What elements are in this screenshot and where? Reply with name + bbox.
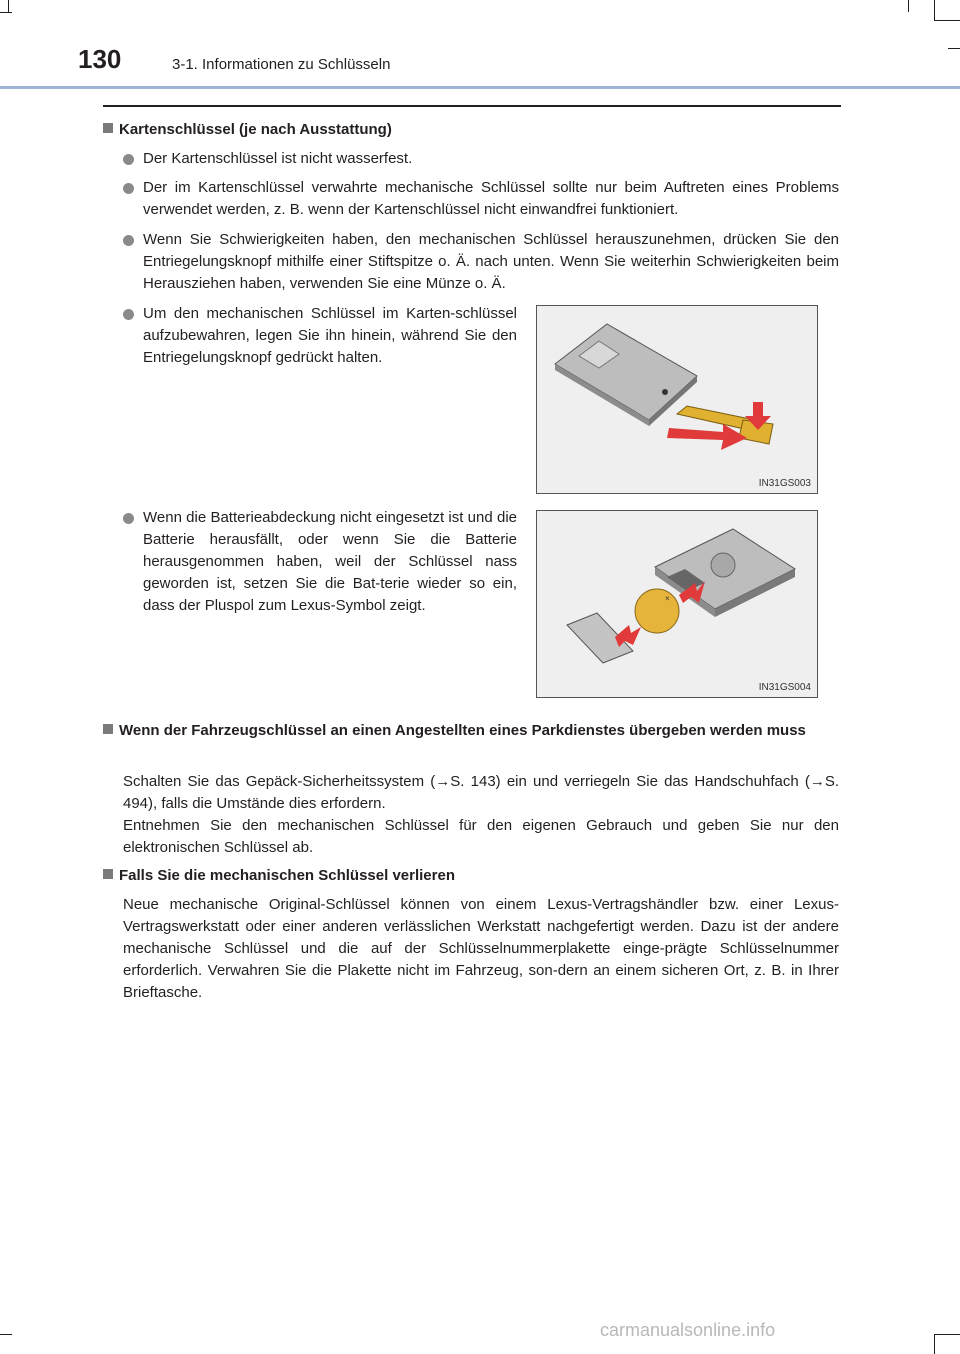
card-key-illustration [537, 306, 817, 493]
crop-mark [0, 12, 12, 13]
paragraph-lost-keys: Neue mechanische Original-Schlüssel können von einem Lexus-Vertragshändler bzw. einer Lexus-Vertragswerkstatt oder einer anderen verlässlichen Werkstatt nachgefertigt werden. Dazu ist der andere mechanische Schlüssel und die auf der Schlüsselnummerplakette einge-prägte Schlüsselnummer erforderlich. Verwahren Sie die Plakette nicht im Fahrzeug, son-dern an einem sicheren Ort, z. B. in Ihrer Brieftasche. [123, 896, 839, 1001]
bullet-dot-icon [123, 183, 134, 194]
header-rule [0, 86, 960, 89]
paragraph-valet-1: Schalten Sie das Gepäck-Sicherheitssystem (→S. 143) ein und verriegeln Sie das Handschuhfach (→S. 494), falls die Umstände dies erfordern. [123, 773, 839, 812]
crop-mark [908, 0, 909, 12]
section-heading-lost-keys: Falls Sie die mechanischen Schlüssel verlieren [103, 865, 823, 887]
section-heading-valet: Wenn der Fahrzeugschlüssel an einen Angestellten eines Parkdienstes übergeben werden muss [103, 720, 841, 742]
figure-code: IN31GS003 [758, 478, 811, 489]
figure-card-key-insert [536, 305, 818, 494]
crop-mark [0, 1334, 12, 1335]
bullet-item: Der Kartenschlüssel ist nicht wasserfest. [123, 148, 839, 170]
section-heading-card-key: Kartenschlüssel (je nach Ausstattung) [103, 119, 823, 141]
svg-text:×: × [665, 594, 670, 603]
crop-mark [934, 1334, 960, 1335]
bullet-item: Wenn die Batterieabdeckung nicht eingesetzt ist und die Batterie herausfällt, oder wenn Sie die Batterie herausgenommen haben, weil der Schlüssel nass geworden ist, setzen Sie die Bat-terie wieder so ein, dass der Pluspol zum Lexus-Symbol zeigt. [123, 507, 517, 643]
bullet-item: Wenn Sie Schwierigkeiten haben, den mechanischen Schlüssel herauszunehmen, drücken Sie den Entriegelungsknopf mithilfe einer Stiftspitze o. Ä. nach unten. Wenn Sie weiterhin Schwierigkeiten beim Herausziehen haben, verwenden Sie eine Münze o. Ä. [123, 229, 839, 295]
crop-mark [8, 0, 9, 12]
section-divider [103, 105, 841, 107]
page-number: 130 [78, 44, 122, 74]
bullet-dot-icon [123, 513, 134, 524]
crop-mark [948, 48, 960, 49]
bullet-dot-icon [123, 309, 134, 320]
paragraph-valet-2: Entnehmen Sie den mechanischen Schlüssel für den eigenen Gebrauch und geben Sie nur den elektronischen Schlüssel ab. [123, 817, 839, 856]
crop-mark [934, 1334, 935, 1354]
figure-code: IN31GS004 [758, 682, 811, 693]
chapter-title: 3-1. Informationen zu Schlüsseln [172, 56, 391, 73]
crop-mark [934, 0, 935, 20]
watermark: carmanualsonline.info [600, 1320, 776, 1340]
bullet-dot-icon [123, 154, 134, 165]
square-bullet-icon [103, 724, 113, 734]
crop-mark [934, 20, 960, 21]
square-bullet-icon [103, 123, 113, 133]
bullet-dot-icon [123, 235, 134, 246]
figure-battery-cover [536, 510, 818, 698]
bullet-item: Der im Kartenschlüssel verwahrte mechanische Schlüssel sollte nur beim Auftreten eines Problems verwendet werden, z. B. wenn der Kartenschlüssel nicht einwandfrei funktioniert. [123, 177, 839, 221]
square-bullet-icon [103, 869, 113, 879]
bullet-item: Um den mechanischen Schlüssel im Karten-schlüssel aufzubewahren, legen Sie ihn hinein, während Sie den Entriegelungsknopf gedrückt halten. [123, 303, 517, 393]
battery-illustration [537, 511, 817, 697]
